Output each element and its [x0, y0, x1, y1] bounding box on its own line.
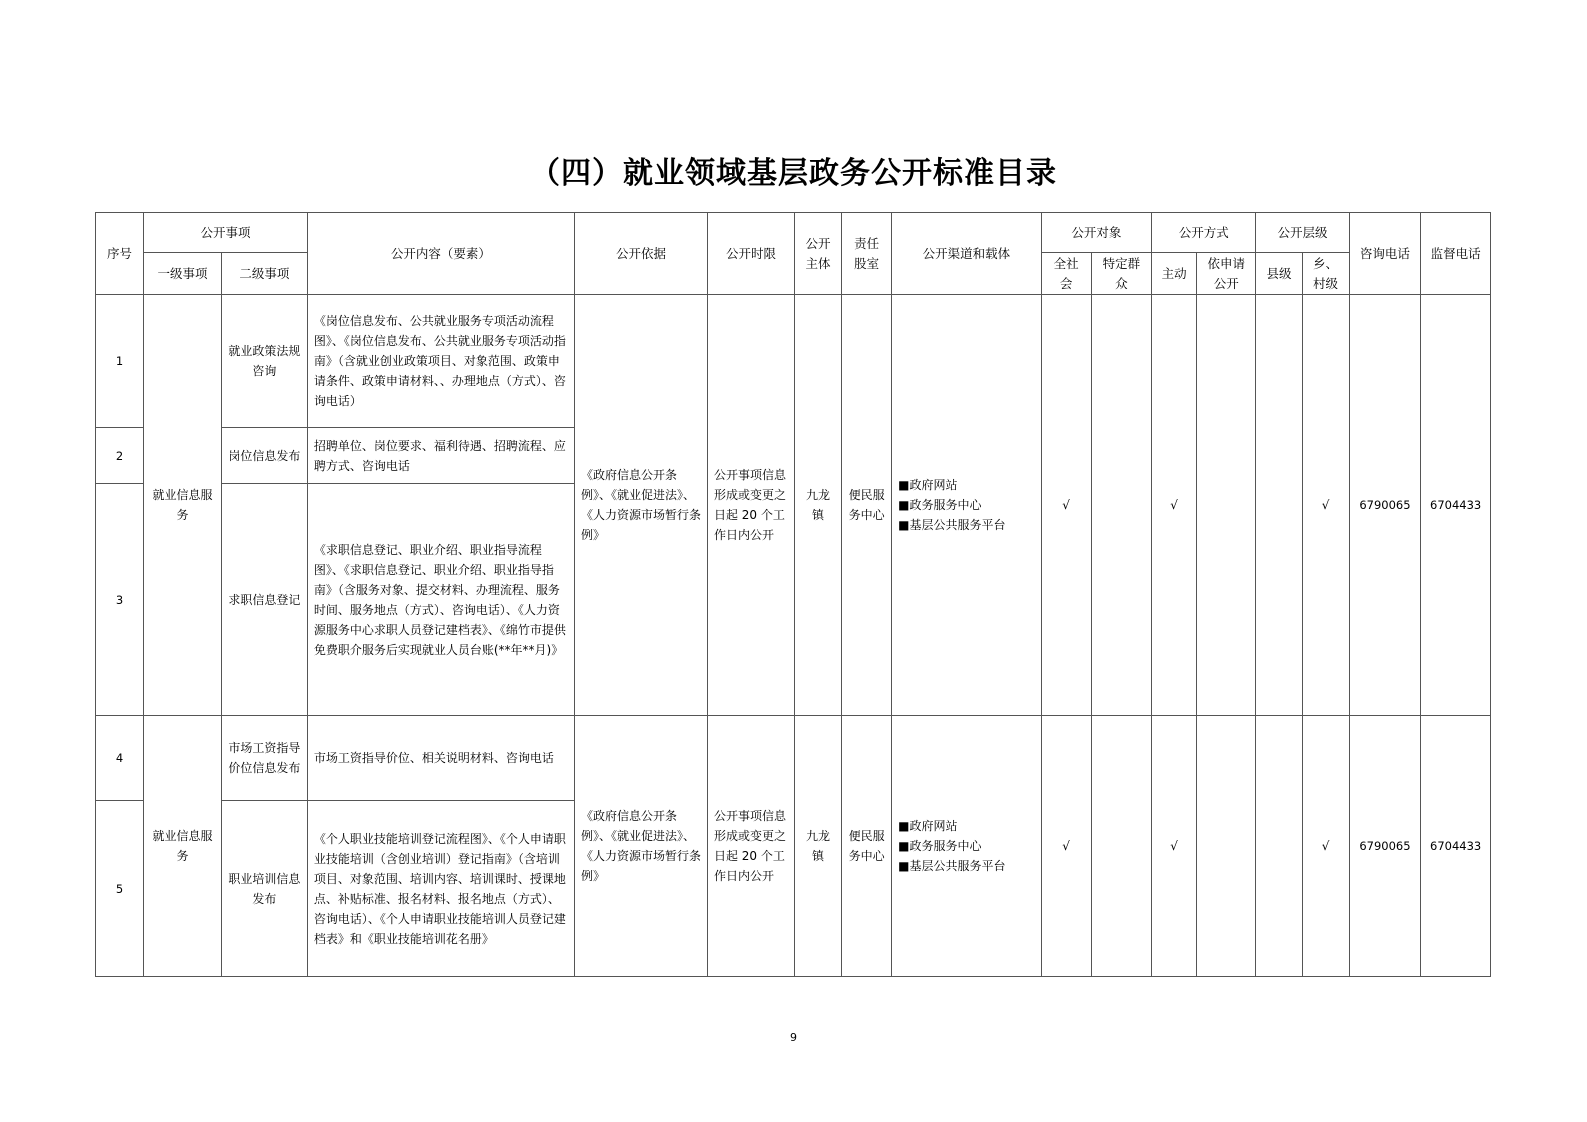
level1-item: 就业信息服务: [144, 716, 222, 977]
time-limit-cell: 公开事项信息形成或变更之日起 20 个工作日内公开: [707, 295, 794, 716]
consult-phone-cell: 6790065: [1349, 716, 1421, 977]
check-mark-method-active: √: [1152, 295, 1197, 716]
header-level1: 一级事项: [144, 253, 222, 295]
check-mark-level-town: √: [1302, 295, 1349, 716]
method-request-cell: [1197, 716, 1256, 977]
page-number: 9: [790, 1031, 797, 1044]
header-supervise-phone: 监督电话: [1421, 213, 1491, 295]
header-level-county: 县级: [1256, 253, 1302, 295]
channel-cell: [892, 295, 1041, 716]
channel-item: ■政府网站: [898, 478, 958, 492]
dept-cell: 便民服务中心: [842, 295, 892, 716]
consult-phone-cell: 6790065: [1349, 295, 1421, 716]
supervise-phone-cell: 6704433: [1421, 716, 1491, 977]
target-special-cell: [1091, 716, 1151, 977]
subject-cell: 九龙镇: [794, 716, 841, 977]
time-limit-cell: 公开事项信息形成或变更之日起 20 个工作日内公开: [707, 716, 794, 977]
header-seq: 序号: [96, 213, 144, 295]
level2-item: 职业培训信息发布: [221, 801, 307, 977]
row-seq: 3: [96, 484, 144, 716]
content-cell: 《求职信息登记、职业介绍、职业指导流程图》、《求职信息登记、职业介绍、职业指导指南》（含服务对象、提交材料、办理流程、服务时间、服务地点（方式）、咨询电话）、《人力资源服务中心求职人员登记建档表》、《绵竹市提供免费职介服务后实现就业人员台账(**年**月)》: [307, 484, 574, 716]
level2-item: 求职信息登记: [221, 484, 307, 716]
level2-item: 就业政策法规咨询: [221, 295, 307, 428]
basis-cell: 《政府信息公开条例》、《就业促进法》、《人力资源市场暂行条例》: [574, 295, 707, 716]
page-title: （四）就业领域基层政务公开标准目录: [530, 156, 1057, 191]
content-cell: 招聘单位、岗位要求、福利待遇、招聘流程、应聘方式、咨询电话: [307, 428, 574, 484]
content-cell: 市场工资指导价位、相关说明材料、咨询电话: [307, 716, 574, 801]
header-method-active: 主动: [1152, 253, 1197, 295]
header-subject: 公开主体: [794, 213, 841, 295]
row-seq: 1: [96, 295, 144, 428]
dept-cell: 便民服务中心: [842, 716, 892, 977]
channel-item: ■政府网站: [898, 819, 958, 833]
table-row: [96, 716, 1491, 801]
check-mark-target-all: √: [1041, 295, 1091, 716]
level2-item: 岗位信息发布: [221, 428, 307, 484]
method-request-cell: [1197, 295, 1256, 716]
channel-item: ■政务服务中心: [898, 839, 982, 853]
level-county-cell: [1256, 295, 1302, 716]
content-cell: 《个人职业技能培训登记流程图》、《个人申请职业技能培训（含创业培训）登记指南》（含培训项目、对象范围、培训内容、培训课时、授课地点、补贴标准、报名材料、报名地点（方式）、咨询电话）、《个人申请职业技能培训人员登记建档表》和《职业技能培训花名册》: [307, 801, 574, 977]
header-item: 公开事项: [144, 213, 308, 253]
header-level2: 二级事项: [221, 253, 307, 295]
check-mark-method-active: √: [1152, 716, 1197, 977]
row-seq: 4: [96, 716, 144, 801]
channel-cell: [892, 716, 1041, 977]
header-method: 公开方式: [1152, 213, 1256, 253]
channel-item: ■基层公共服务平台: [898, 859, 1006, 873]
header-channel: 公开渠道和载体: [892, 213, 1041, 295]
header-level-town: 乡、村级: [1302, 253, 1349, 295]
check-mark-target-all: √: [1041, 716, 1091, 977]
content-cell: 《岗位信息发布、公共就业服务专项活动流程图》、《岗位信息发布、公共就业服务专项活动指南》（含就业创业政策项目、对象范围、政策申请条件、政策申请材料、、办理地点（方式）、咨询电话）: [307, 295, 574, 428]
header-method-request: 依申请公开: [1197, 253, 1256, 295]
row-seq: 5: [96, 801, 144, 977]
catalog-table: [95, 212, 1491, 977]
header-level: 公开层级: [1256, 213, 1349, 253]
header-basis: 公开依据: [574, 213, 707, 295]
supervise-phone-cell: 6704433: [1421, 295, 1491, 716]
header-dept: 责任股室: [842, 213, 892, 295]
basis-cell: 《政府信息公开条例》、《就业促进法》、《人力资源市场暂行条例》: [574, 716, 707, 977]
header-consult-phone: 咨询电话: [1349, 213, 1421, 295]
level2-item: 市场工资指导价位信息发布: [221, 716, 307, 801]
header-content: 公开内容（要素）: [307, 213, 574, 295]
table-row: [96, 295, 1491, 428]
channel-item: ■基层公共服务平台: [898, 518, 1006, 532]
header-time-limit: 公开时限: [707, 213, 794, 295]
header-target: 公开对象: [1041, 213, 1152, 253]
header-target-special: 特定群众: [1091, 253, 1151, 295]
header-target-all: 全社会: [1041, 253, 1091, 295]
subject-cell: 九龙镇: [794, 295, 841, 716]
target-special-cell: [1091, 295, 1151, 716]
row-seq: 2: [96, 428, 144, 484]
level1-item: 就业信息服务: [144, 295, 222, 716]
level-county-cell: [1256, 716, 1302, 977]
channel-item: ■政务服务中心: [898, 498, 982, 512]
check-mark-level-town: √: [1302, 716, 1349, 977]
